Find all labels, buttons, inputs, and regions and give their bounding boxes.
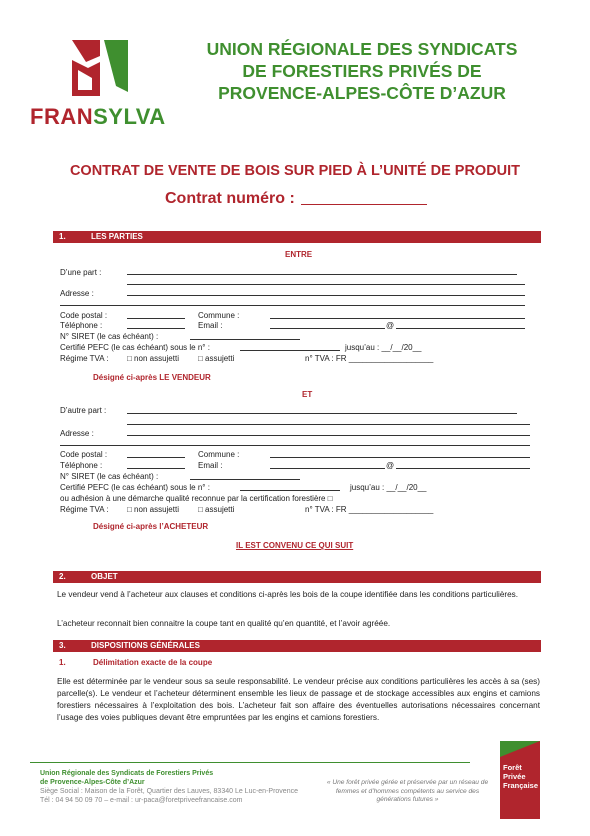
agreement-heading: IL EST CONVENU CE QUI SUIT — [236, 541, 354, 550]
buyer-vat-not-subject-checkbox[interactable]: □ non assujetti — [127, 505, 179, 514]
seller-address-field-2[interactable] — [127, 295, 525, 296]
footer-quote: « Une forêt privée gérée et préservée par un réseau de femmes et d’hommes compétents au service des générations futures » — [326, 779, 489, 803]
foret-privee-francaise-logo: Forêt Privée Française — [500, 741, 540, 819]
seller-address-field-3[interactable] — [60, 305, 525, 306]
buyer-vat-number[interactable]: n° TVA : FR ___________________ — [305, 505, 434, 514]
buyer-address-field-2[interactable] — [127, 435, 530, 436]
footer-divider — [30, 762, 470, 763]
seller-name-field[interactable] — [127, 274, 517, 275]
section-2-header: 2. OBJET — [53, 571, 541, 583]
section-3-header: 3. DISPOSITIONS GÉNÉRALES — [53, 640, 541, 652]
contract-number: Contrat numéro : — [165, 190, 427, 208]
seller-postal-label: Code postal : — [60, 311, 108, 320]
seller-email-at: @ — [386, 321, 395, 330]
seller-vat-number[interactable]: n° TVA : FR ___________________ — [305, 354, 434, 363]
seller-commune-field[interactable] — [270, 318, 525, 319]
seller-vat-not-subject-checkbox[interactable]: □ non assujetti — [127, 354, 179, 363]
buyer-pefc-label: Certifié PEFC (le cas échéant) sous le n° : — [60, 483, 210, 492]
buyer-phone-label: Téléphone : — [60, 461, 103, 470]
buyer-postal-label: Code postal : — [60, 450, 108, 459]
buyer-email-label: Email : — [198, 461, 223, 470]
buyer-email-at: @ — [386, 461, 395, 470]
buyer-siret-field[interactable] — [190, 479, 300, 480]
seller-address-label: Adresse : — [60, 289, 94, 298]
seller-address-field-1[interactable] — [127, 284, 525, 285]
subsection-number: 1. — [59, 658, 66, 667]
buyer-party-label: D’autre part : — [60, 406, 107, 415]
seller-siret-field[interactable] — [190, 339, 300, 340]
buyer-postal-field[interactable] — [127, 457, 185, 458]
subsection-title: Délimitation exacte de la coupe — [93, 658, 213, 667]
seller-postal-field[interactable] — [127, 318, 185, 319]
seller-email-domain-field[interactable] — [396, 328, 525, 329]
buyer-pefc-until: jusqu’au : __/__/20__ — [350, 483, 427, 492]
seller-phone-label: Téléphone : — [60, 321, 103, 330]
et-label: ET — [302, 390, 313, 399]
seller-party-label: D’une part : — [60, 268, 102, 277]
buyer-address-field-3[interactable] — [60, 445, 530, 446]
seller-phone-field[interactable] — [127, 328, 185, 329]
seller-pefc-field[interactable] — [240, 350, 340, 351]
buyer-address-field-1[interactable] — [127, 424, 530, 425]
buyer-siret-label: N° SIRET (le cas échéant) : — [60, 472, 159, 481]
footer-organization: Union Régionale des Syndicats de Forestiers Privés de Provence-Alpes-Côte d’Azur Siège Social : Maison de la Forêt, Quartier des Lauves, 83340 Le Luc-en-Provence Tél : 04 94 50 09 70 – e-mail : ur-paca@foretpriveefrancaise.com — [40, 770, 298, 804]
section-2-paragraph-2: L’acheteur reconnait bien connaitre la coupe tant en qualité qu’en quantité, et l’avoir agréée. — [57, 619, 391, 628]
seller-siret-label: N° SIRET (le cas échéant) : — [60, 332, 159, 341]
contract-title: CONTRAT DE VENTE DE BOIS SUR PIED À L’UNITÉ DE PRODUIT — [69, 163, 521, 179]
leaf-icon — [500, 741, 540, 757]
seller-email-user-field[interactable] — [270, 328, 385, 329]
buyer-phone-field[interactable] — [127, 468, 185, 469]
seller-email-label: Email : — [198, 321, 223, 330]
seller-pefc-label: Certifié PEFC (le cas échéant) sous le n° : — [60, 343, 210, 352]
organization-title: UNION RÉGIONALE DES SYNDICATS DE FORESTIERS PRIVÉS DE PROVENCE-ALPES-CÔTE D’AZUR — [206, 39, 518, 103]
buyer-designation: Désigné ci-après l’ACHETEUR — [93, 522, 209, 531]
section-2-paragraph-1: Le vendeur vend à l’acheteur aux clauses et conditions ci-après les bois de la coupe identifiée dans les conditions particulières. — [57, 590, 519, 599]
buyer-email-user-field[interactable] — [270, 468, 385, 469]
buyer-commune-field[interactable] — [270, 457, 530, 458]
seller-pefc-until: jusqu’au : __/__/20__ — [345, 343, 422, 352]
contract-number-field[interactable] — [301, 192, 427, 205]
buyer-email-domain-field[interactable] — [396, 468, 530, 469]
buyer-vat-subject-checkbox[interactable]: □ assujetti — [198, 505, 235, 514]
seller-commune-label: Commune : — [198, 311, 240, 320]
seller-designation: Désigné ci-après LE VENDEUR — [93, 373, 211, 382]
entre-label: ENTRE — [285, 250, 313, 259]
section-3-paragraph: Elle est déterminée par le vendeur sous sa seule responsabilité. Le vendeur précise aux conditions particulières les accès à sa (ses) parcelle(s). Le vendeur et l’acheteur déterminent ensemble les lieux de passage et de stockage accessibles aux engins et camions forestiers nécessaires à l’exploitation des bois. L’acheteur fait son affaire des éventuelles autorisations nécessaires concernant l’usage des voies publiques devant être empruntées par les engins et camions forestiers. — [57, 677, 540, 722]
buyer-vat-label: Régime TVA : — [60, 505, 109, 514]
seller-vat-label: Régime TVA : — [60, 354, 109, 363]
buyer-commune-label: Commune : — [198, 450, 240, 459]
section-1-header: 1. LES PARTIES — [53, 231, 541, 243]
seller-vat-subject-checkbox[interactable]: □ assujetti — [198, 354, 235, 363]
buyer-quality-checkbox[interactable]: ou adhésion à une démarche qualité reconnue par la certification forestière □ — [60, 494, 333, 503]
buyer-name-field[interactable] — [127, 413, 517, 414]
buyer-address-label: Adresse : — [60, 429, 94, 438]
logo-wordmark: FRANSYLVA — [30, 104, 166, 129]
buyer-pefc-field[interactable] — [240, 490, 340, 491]
tree-logo-icon — [28, 34, 163, 104]
